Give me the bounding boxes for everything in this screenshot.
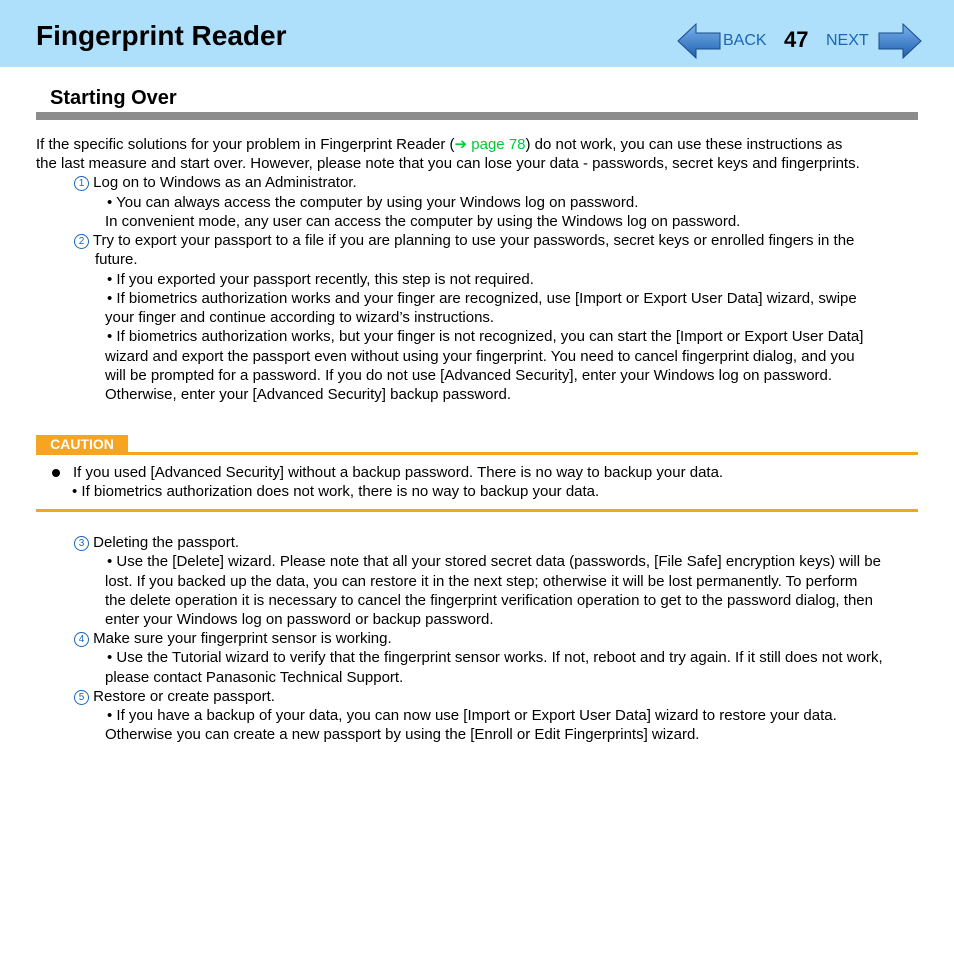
caution-label: CAUTION — [36, 435, 128, 453]
page-number: 47 — [784, 27, 809, 52]
step-1-bullet-1-cont: In convenient mode, any user can access the computer by using the Windows log on password. — [105, 213, 741, 230]
page-title: Fingerprint Reader — [36, 20, 287, 51]
step-2: 2 Try to export your passport to a file if you are planning to use your passwords, secret keys or enrolled fingers in the — [74, 231, 854, 250]
step-2-bullet-2-cont: your finger and continue according to wizard’s instructions. — [105, 309, 495, 326]
step-5-bullet-1: • If you have a backup of your data, you can now use [Import or Export User Data] wizard to restore your data. — [107, 707, 837, 724]
section-heading: Starting Over — [50, 87, 177, 109]
arrow-right-icon: ➔ — [454, 136, 468, 153]
caution-item-1: If you used [Advanced Security] without a backup password. There is no way to backup your data. — [73, 464, 724, 481]
caution-top-rule — [36, 452, 918, 455]
step-4: 4 Make sure your fingerprint sensor is working. — [74, 629, 392, 648]
step-1: 1 Log on to Windows as an Administrator. — [74, 173, 357, 192]
bullet-dot-icon — [52, 469, 60, 477]
step-3: 3 Deleting the passport. — [74, 533, 239, 552]
step-2-bullet-2: • If biometrics authorization works and your finger are recognized, use [Import or Export User Data] wizard, swipe — [107, 290, 857, 307]
step-2-bullet-3-cont-1: wizard and export the passport even without using your fingerprint. You need to cancel fingerprint dialog, and you — [105, 348, 855, 365]
step-2-bullet-3-cont-2: will be prompted for a password. If you do not use [Advanced Security], enter your Windows log on password. — [105, 367, 833, 384]
section-divider — [36, 112, 918, 120]
step-4-bullet-1-cont: please contact Panasonic Technical Support. — [105, 669, 404, 686]
caution-item-2: • If biometrics authorization does not work, there is no way to backup your data. — [72, 483, 600, 500]
step-1-bullet-1: • You can always access the computer by using your Windows log on password. — [107, 194, 639, 211]
step-3-bullet-1-cont-3: enter your Windows log on password or backup password. — [105, 611, 494, 628]
caution-bottom-rule — [36, 509, 918, 512]
intro-line-1: If the specific solutions for your problem in Fingerprint Reader (➔ page 78) do not work, you can use these instructions as — [36, 136, 843, 153]
step-2-bullet-3: • If biometrics authorization works, but your finger is not recognized, you can start the [Import or Export User Data] — [107, 328, 864, 345]
page-link[interactable]: ➔ page 78 — [454, 136, 526, 153]
step-2-bullet-1: • If you exported your passport recently, this step is not required. — [107, 271, 534, 288]
back-button[interactable]: BACK — [723, 32, 767, 49]
next-arrow-icon[interactable] — [877, 22, 923, 60]
step-number-4: 4 — [74, 632, 89, 647]
step-3-bullet-1-cont-1: lost. If you backed up the data, you can restore it in the next step; otherwise it will be lost permanently. To perform — [105, 573, 858, 590]
step-number-3: 3 — [74, 536, 89, 551]
step-number-5: 5 — [74, 690, 89, 705]
step-2-cont: future. — [95, 251, 138, 268]
back-arrow-icon[interactable] — [676, 22, 722, 60]
step-3-bullet-1-cont-2: the delete operation it is necessary to cancel the fingerprint verification operation to get to the password dialog, then — [105, 592, 873, 609]
step-5: 5 Restore or create passport. — [74, 687, 275, 706]
step-number-2: 2 — [74, 234, 89, 249]
step-number-1: 1 — [74, 176, 89, 191]
step-3-bullet-1: • Use the [Delete] wizard. Please note that all your stored secret data (passwords, [File Safe] encryption keys) will be — [107, 553, 881, 570]
step-4-bullet-1: • Use the Tutorial wizard to verify that the fingerprint sensor works. If not, reboot and try again. If it still does not work, — [107, 649, 883, 666]
next-button[interactable]: NEXT — [826, 32, 869, 49]
step-5-bullet-1-cont: Otherwise you can create a new passport by using the [Enroll or Edit Fingerprints] wizard. — [105, 726, 700, 743]
intro-line-2: the last measure and start over. However, please note that you can lose your data - passwords, secret keys and fingerprints. — [36, 155, 860, 172]
step-2-bullet-3-cont-3: Otherwise, enter your [Advanced Security] backup password. — [105, 386, 512, 403]
